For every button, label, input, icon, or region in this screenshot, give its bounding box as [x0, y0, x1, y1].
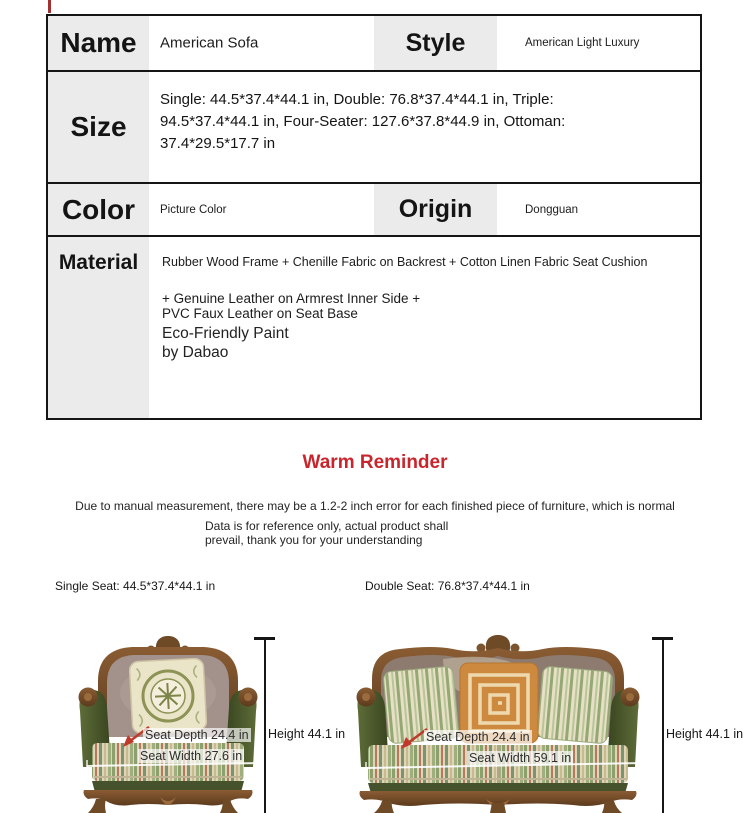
spec-row-size: [48, 72, 700, 184]
spec-value-size: Single: 44.5*37.4*44.1 in, Double: 76.8*37.4*44.1 in, Triple: 94.5*37.4*44.1 in, Four-Seater: 127.6*37.8*44.9 in, Ottoman: 37.4*29.5*17.7 in: [160, 91, 566, 152]
material-text-line2: + Genuine Leather on Armrest Inner Side +: [162, 291, 421, 306]
double-height-label: Height 44.1 in: [666, 727, 744, 741]
single-height-line: [264, 638, 266, 813]
single-seat-width-label: Seat Width 27.6 in: [140, 749, 243, 763]
single-seat-caption: Single Seat: 44.5*37.4*44.1 in: [55, 579, 216, 593]
sofa-pillow-medallion: [129, 658, 207, 734]
single-height-label: Height 44.1 in: [268, 727, 346, 741]
spec-value-style: American Light Luxury: [525, 37, 640, 49]
spec-label-color: Color: [48, 184, 149, 235]
page-top-marker: [48, 0, 51, 13]
material-text-line5: by Dabao: [162, 344, 229, 361]
product-spec-table: [46, 14, 702, 420]
spec-value-name: American Sofa: [160, 34, 259, 52]
spec-row-color: [48, 184, 700, 237]
double-seat-depth-label: Seat Depth 24.4 in: [426, 730, 530, 744]
warm-reminder-title: Warm Reminder: [302, 452, 448, 473]
spec-label-size: Size: [48, 72, 149, 182]
sofa-pillow-right: [537, 666, 613, 744]
spec-row-material: [48, 237, 700, 418]
spec-label-name: Name: [48, 16, 149, 70]
double-seat-width-label: Seat Width 59.1 in: [469, 751, 572, 765]
spec-label-origin: Origin: [374, 184, 497, 235]
spec-label-style: Style: [374, 16, 497, 70]
single-sofa-photo: [68, 633, 268, 813]
spec-label-material: Material: [48, 237, 149, 418]
spec-row-name: [48, 16, 700, 72]
spec-value-color: Picture Color: [160, 203, 227, 216]
material-text-line4: Eco-Friendly Paint: [162, 325, 289, 342]
material-text-line1: Rubber Wood Frame + Chenille Fabric on Backrest + Cotton Linen Fabric Seat Cushion: [162, 255, 648, 269]
reminder-note-1: Due to manual measurement, there may be a 1.2-2 inch error for each finished piece of furniture, which is normal: [75, 499, 675, 513]
double-sofa-photo: [348, 633, 648, 813]
material-text-line3: PVC Faux Leather on Seat Base: [162, 306, 358, 321]
double-seat-caption: Double Seat: 76.8*37.4*44.1 in: [365, 579, 530, 593]
single-seat-depth-label: Seat Depth 24.4 in: [145, 728, 249, 742]
double-height-line: [662, 638, 664, 813]
spec-value-origin: Dongguan: [525, 203, 579, 216]
reminder-note-2: Data is for reference only, actual product shall prevail, thank you for your understanding: [205, 519, 449, 547]
